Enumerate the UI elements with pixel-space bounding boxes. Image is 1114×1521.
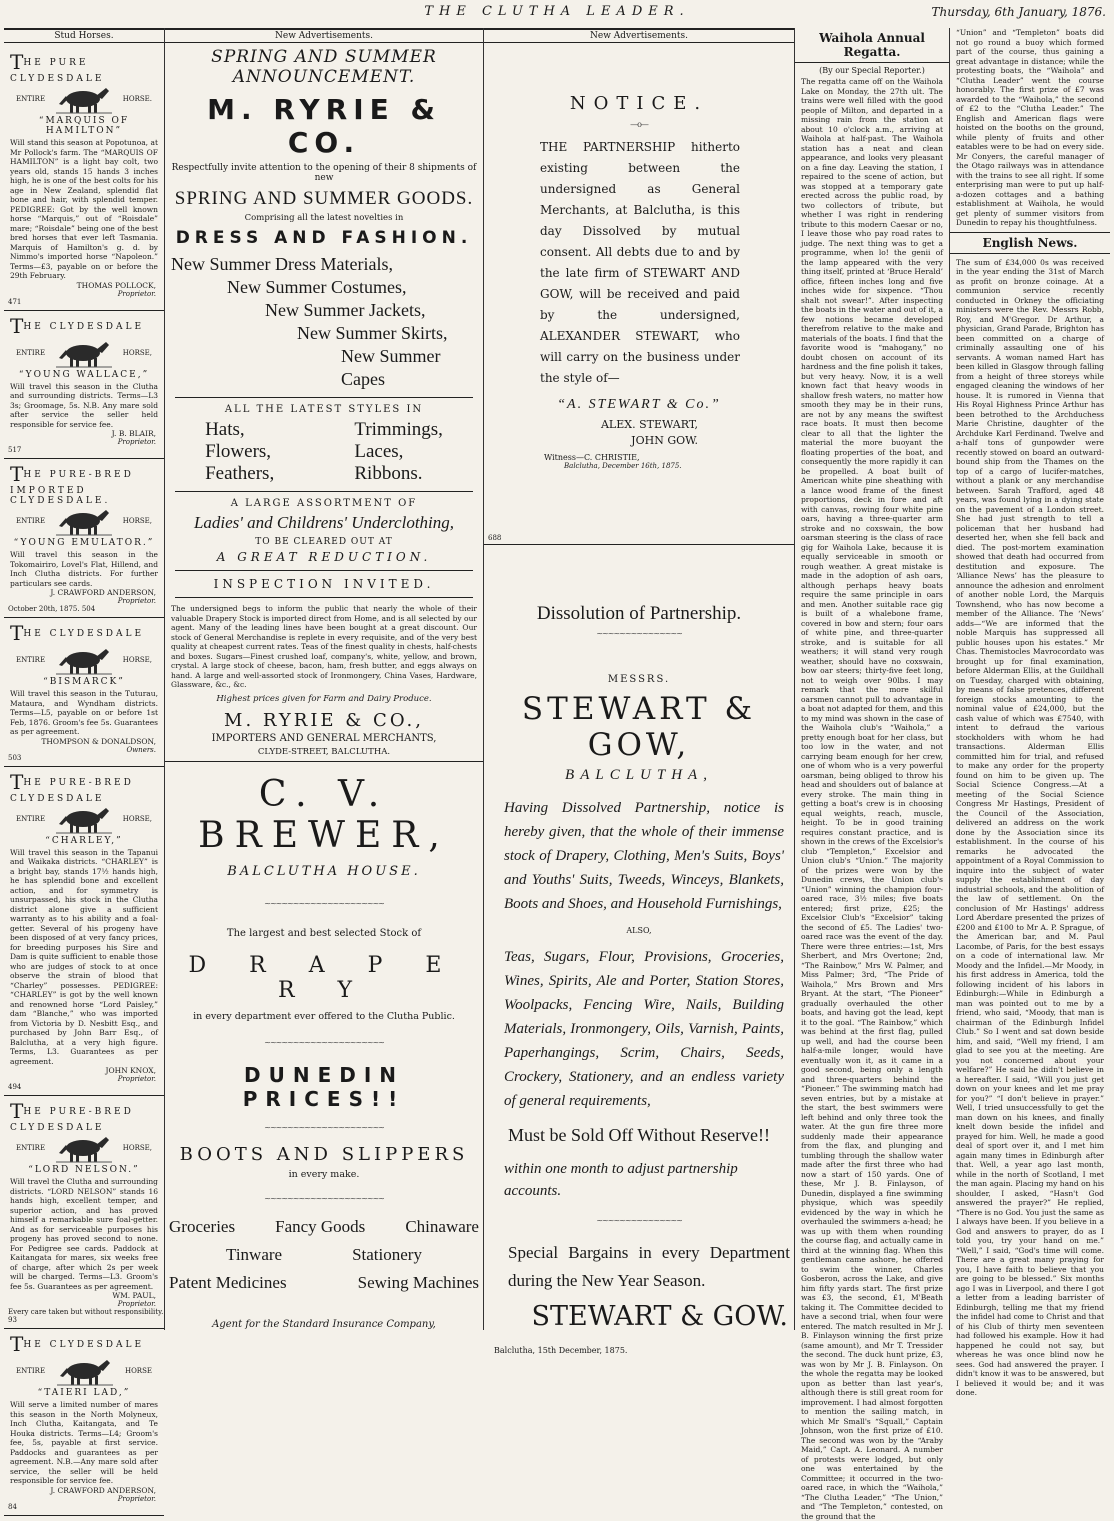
owner-name: THOMAS POLLOCK, [76, 280, 156, 290]
horse-name: “CHARLEY,” [45, 835, 123, 846]
horse-name: “TAIERI LAD,” [37, 1388, 131, 1398]
firm-name-end: STEWART & GOW. [531, 1301, 788, 1332]
reduction-text: A GREAT REDUCTION. [216, 550, 432, 564]
style-item: Laces, [354, 441, 404, 462]
owner-name: J. CRAWFORD ANDERSON, [50, 588, 156, 597]
stud-horse-ad [4, 459, 164, 618]
inspection-text: INSPECTION INVITED. [213, 577, 435, 591]
largest-stock-text: The largest and best selected Stock of [226, 927, 422, 939]
goods-item: Sewing Machines [357, 1272, 479, 1292]
witness: Witness—C. CHRISTIE, [544, 453, 640, 462]
firm-name-2: M. RYRIE & CO., [224, 709, 424, 731]
entire-label: ENTIRE [16, 1144, 46, 1152]
horse-engraving-icon [57, 1356, 113, 1386]
signatories [484, 417, 794, 449]
summer-line: New Summer Dress Materials, [171, 254, 393, 274]
stud-horse-ad [4, 618, 164, 767]
summer-line: New Summer Capes [341, 346, 441, 389]
within-text: within one month to adjust partnership accounts. [504, 1161, 738, 1199]
house-name: BALCLUTHA HOUSE. [227, 863, 421, 879]
horse-label: HORSE, [122, 348, 152, 357]
bargains-text: Special Bargains in every Department during the New Year Season. [508, 1243, 790, 1290]
ad-body: Will travel this season in the Tapanui and Waikaka districts. “CHARLEY” is a bright bay, stands 17½ hands high, he has splendid bone and excellent action, and for symmetry is unsurpassed, his stock in the Clutha district alone give a sufficient warranty as to his ability and a foal-getter. Several of his progeny have been disposed of at very fancy prices, for breeding purposes his Sire and Dam is quite sufficient to enable those who are judges of stock to at once observe the strain of blood that “Charley” possesses. PEDIGREE: “CHARLEY” is got by the well known and renowned horse “Lord Paisley,” dam “Blanche,” who was imported from Victoria by D. Nesbitt Esq., and purchased by John Barr Esq., of Balclutha, at a very high figure. Terms, L3. Guarantees as per agreement. [10, 847, 158, 1066]
styles-heading: ALL THE LATEST STYLES IN [224, 404, 424, 415]
owner-name: JOHN KNOX, [105, 1066, 156, 1075]
notice-text: The undersigned begs to inform the public that nearly the whole of their valuable Drapery Stock is imported direct from Home, and is all selected by our agent. Many of the leading lines have been bought at a great discount. Our stock of General Merchandise is replete in every requisite, and of the very best quality at cheapest current rates. Teas of the finest quality in chests, half-chests and boxes. Sugars—Finest crushed loaf, company's, white, yellow, and brown, crystal. A large stock of cheese, bacon, ham, fresh butter, and eggs always on hand. A large and well-assorted stock of Ironmongery, China Vases, Hardware, Glassware, &c., &c. [171, 604, 477, 689]
styles-list [165, 419, 483, 485]
owner-name: THOMPSON & DONALDSON, [41, 736, 156, 746]
style-item: Hats, [205, 419, 245, 440]
agent-text: Agent for the Standard Insurance Company, [212, 1318, 436, 1330]
drop-cap: T [10, 50, 24, 74]
boots-heading: BOOTS AND SLIPPERS [179, 1143, 469, 1165]
drop-cap: T [10, 1099, 24, 1123]
stud-horse-ad [4, 311, 164, 460]
announcement-title: SPRING AND SUMMER ANNOUNCEMENT. [211, 47, 437, 87]
ad-number: 84 [8, 1502, 17, 1511]
owner-name: WM. PAUL, [112, 1291, 156, 1300]
drop-cap: T [10, 769, 24, 794]
dissolution-heading: Dissolution of Partnership. [536, 603, 742, 624]
notice-title: NOTICE. [569, 93, 709, 114]
entire-label: ENTIRE [16, 517, 46, 525]
horse-engraving-icon [56, 1133, 112, 1163]
newspaper-title: THE CLUTHA LEADER. [424, 4, 690, 19]
stud-horse-ad [4, 1096, 164, 1329]
ad-number: October 20th, 1875. 504 [8, 605, 96, 613]
horse-label: HORSE, [122, 1144, 152, 1152]
firm-place: BALCLUTHA, [565, 767, 713, 783]
horse-engraving-icon [56, 645, 112, 675]
also: ALSO, [626, 926, 652, 935]
sold-off-heading: Must be Sold Off Without Reserve!! [507, 1125, 771, 1145]
horse-engraving-icon [56, 84, 112, 114]
goods-heading: SPRING AND SUMMER GOODS. [174, 188, 474, 209]
column-english-news [950, 28, 1110, 1397]
ad-body: Will stand this season at Popotunoa, at Mr Pollock's farm. The “MARQUIS OF HAMILTON” is a light bay colt, two years old, stands 15 hands 3 inches high, he is one of the best colts for his age in New Zealand, splendid flat bone and hair, with splendid temper. PEDIGREE: Got by the well known horse “Marquis,” out of “Roisdale” mare; “Roisdale” being one of the best bred horses that ever left Tasmania. Marquis of Hamilton's g. d. by Nimmo's imported horse “Napoleon.” Terms—£3, payable on or before the 29th February. [10, 138, 158, 280]
horse-label: HORSE. [122, 95, 152, 103]
owner-role: Owners. [126, 745, 156, 754]
prices-text: Highest prices given for Farm and Dairy Produce. [216, 693, 432, 704]
drop-cap: T [10, 462, 24, 486]
ad-number: 494 [8, 1083, 22, 1091]
intro-text: Respectfully invite attention to the opening of their 8 shipments of new [171, 163, 477, 183]
owner-role: Proprietor. [117, 597, 156, 605]
dunedin-prices-heading: DUNEDIN PRICES!! [242, 1062, 406, 1111]
ad-number: 688 [488, 534, 502, 542]
ad-heading: HE CLYDESDALE [23, 629, 145, 639]
drop-cap: T [10, 1332, 24, 1356]
messrs: MESSRS. [607, 674, 671, 685]
horse-label: HORSE, [122, 814, 152, 823]
firm-name: M. RYRIE & CO. [207, 93, 441, 159]
stud-horse-ad [4, 1329, 164, 1516]
regatta-title: Waihola Annual Regatta. [795, 28, 949, 63]
owner-role: Proprietor. [117, 1075, 156, 1083]
summer-line: New Summer Costumes, [227, 277, 407, 297]
section-header: New Advertisements. [165, 28, 483, 43]
assortment-heading: A LARGE ASSORTMENT OF [230, 498, 418, 509]
entire-label: ENTIRE [16, 656, 46, 664]
owner-role: Proprietor. [117, 1300, 156, 1308]
masthead [0, 0, 1114, 26]
horse-ads-list [4, 47, 164, 1516]
importers-text: IMPORTERS AND GENERAL MERCHANTS, [211, 732, 437, 744]
stock-list: Having Dissolved Partnership, notice is hereby given, that the whole of their immense stock of Drapery, Clothing, Men's Suits, Boys' and Youths' Suits, Tweeds, Winceys, Blankets, Boots and Shoes, and Household Furnishings, [504, 800, 784, 912]
horse-name: “MARQUIS OF HAMILTON” [38, 116, 130, 136]
column-regatta [795, 28, 950, 1521]
ad-heading: HE PURE-BRED IMPORTED CLYDESDALE. [10, 470, 134, 506]
column-stud-horses [4, 28, 165, 1511]
column-new-advertisements-2: New Advertisements. NOTICE. —o— THE PARTNERSHIP hitherto existing between the undersigned as General Merchants, at Balclutha, is this day Dissolved by mutual consent. All debts due to and by the late firm of STEWART AND GOW, will be received and paid by the undersigned, ALEXANDER STEWART, who will carry on the business under the style of— “A. STEWART & Co.” ALEX. STEWART, JOHN GOW. Witness—C. CHRISTIE, Balclutha, December 16th, 1875. 688 Dissolution of Partnership. ~~~~~~~~~~~~~~~ MESSRS. STEWART & GOW, BALCLUTHA, Having Dissolved Partnership, notice is hereby given, that the whole of their immense stock of Drapery, Clothing, Men's Suits, Boys' and Youths' Suits, Tweeds, Winceys, Blankets, Boots and Shoes, and Household Furnishings, ALSO, Teas, Sugars, Flour, Provisions, Groceries, Wines, Spirits, Ale and Porter, Station Stores, Woolpacks, Fencing Wire, Nails, Building Materials, Ironmongery, Oils, Varnish, Paints, Paperhangings, Scrim, Chairs, Seeds, Crockery, Stationery, and an endless variety of general requirements, Must be Sold Off Without Reserve!! within one month to adjust partnership accounts. ~~~~~~~~~~~~~~~ Special Bargains in every Department during the New Year Season. STEWART & GOW. Balclutha, 15th December, 1875. [484, 28, 795, 1330]
owner-role: Proprietor. [117, 438, 156, 446]
ad-body: Will serve a limited number of mares this season in the North Molyneux, Inch Clutha, Kaitangata, and Te Houka districts. Terms—L4; Groom's fee, 5s, payable at first service. Paddocks and guarantees as per agreement. N.B.—Any mare sold after service, the seller will be held responsible for service fee. [10, 1400, 158, 1485]
ad-body: Will travel this season in the Tuturau, Mataura, and Wyndham districts. Terms—L5, payable on or before 1st Feb, 1876. Groom's fee 5s. Guarantees as per agreement. [10, 689, 159, 736]
witness-date: Balclutha, December 16th, 1875. [564, 462, 682, 470]
regatta-body: The regatta came off on the Waihola Lake on Monday, the 27th ult. The trains were well filled with the good people of Milton, and departed in a missing rain from the station at about 10 o'clock a.m., arriving at Waihola at half-past. The Waihola station has a neat and clean appearance, and looks very pleasant on a fine day. Leaving the station, I repaired to the scene of action, but was stopped at a temporary gate erected across the public road, by two collectors of tribute, but whether I was right in rendering tribute to this modern Caesar or no, I leave those who pay road rates to judge. The next thing was to get a programme, when lo! the genii of the lamp appeared with the very thing itself, printed at ‘Bruce Herald’ office, fifteen inches long and five inches wide for sixpence. “Thou shalt not swear!”. After inspecting the boats in the water and out of it, a few notions became developed therefrom relative to the make and materials of the boats. I find that the favorite wood is “mahogany,” no doubt chosen on account of its hardness and the fine polish it takes, but very heavy. Now, it is a well known fact that heavy woods in shallow fresh waters, no matter how smooth they may be in their runs, are not by any means the swiftest race boats. It must then become clear to all that the lighter the material the more buoyant the floating properties of the boat, and consequently the more rapidly it can be propelled. A boat built of American white pine sheathing with a lance wood frame of the finest proportions, deck in fore and aft with canvas, rowing four white pine oars, having a three-quarter arm stroke and no coxswain, the bow oarsman steering is the class of race gig for Waihola Lake, because it is equally serviceable in smooth or rough weather. A great mistake is made in the adoption of ash oars, although perhaps heavy boats require the same principle in oars and men. Another suitable race gig is built of a whalebone frame, covered in bow and stern; four oars of white pine, and three-quarter stroke, and is suitable for all weathers; it will stand very rough weather, should have no coxswain, bow oar steers; thirty-five feet long, not to weigh over 90lbs. I may remark that the more skilful oarsmen cannot pull to advantage in a boat not adapted for them, and this to my mind was shown in the case of the Waihola club's “Waihola,” a pretty enough boat for her class, but too low in the water, and not carrying beam enough for her crew, one of whom who is a very powerful oarsman, being obliged to throw his head and shoulders out of balance at every stroke. The main thing in getting a boat's crew is in choosing equal weights, reach, muscle, height. To be in good training requires constant practice, and is shown in the crews of the Excelsior's club “Templeton,” Excelsior and Union club's “Union.” The majority of the prizes were won by the Dunedin crews, the Union club's “Union” winning the champion four-oared race, 3½ miles; five boats entered; first prize, £25; the Excelsior Club's “Excelsior” taking the second of £5. The Ladies' two-oared race was the event of the day. There were three entries:—1st, Mrs Sherbert, and Mrs Overtone; 2nd, “The Rainbow,” Mrs W. Palmer, and Miss Palmer; 3rd, “The Pride of Waihola,” Mrs Brown and Mrs Bryant. At the start, “The Pioneer” gradually overhauled the other boats, and having got the lead, kept it to the goal. “The Rainbow,” which was behind at the first flag, pulled up well, and had the course been half-a-mile longer, would have eventually won it, as it came in a good second, being only a length and three-quarters behind the “Pioneer.” The swimming match had seven entries, but by a mistake at the start, the best swimmers were left behind and only three took the water. At the gun fire three more suddenly made their appearance from the flax, and plunging and tumbling through the shallow water made after the first three who had now a start of 150 yards. One of these, Mr J. B. Finlayson, of Dunedin, displayed a fine swimming physique, which was speedily evidenced by the way in which he overhauled the swimmers a-head; he was up with them when rounding the course flag, and actually came in third at the winning flag. When this gentleman came ashore, he offered to swim the winner, Charles Gosberon, across the Lake, and give him fifty yards start. The first prize was £3, the second, £1, M'Beath taking it. The Committee decided to have a second trial, when four were entered. The match resulted in Mr J. B. Finlayson winning the first prize (same amount), and Mr T. Tressider the second. The duck hunt prize, £3, was won by Mr J. B. Finlayson. On the whole the regatta may be looked upon as better than last year's, although there is still great room for improvement. I had almost forgotten to mention the sailing match, in which Mr Small's “Squall,” Captain Johnson, won the first prize of £10. The second was won by the “Araby Maid,” Capt. A. Leonard. A number of protests were lodged, but only one was entertained by the Committee; it occurred in the two-oared race, in which the “Waihola,” “The Clutha Leader,” “The Union,” and “The Templeton,” contested, on the ground that the [801, 77, 943, 1521]
ad-number: 471 [8, 297, 22, 306]
ad-body: Will travel this season in the Tokomairiro, Lovel's Flat, Hillend, and Inch Clutha districts. For further particulars see cards. [10, 550, 158, 588]
horse-engraving-icon [56, 506, 112, 536]
ad-number: 517 [8, 446, 22, 454]
goods-item: Groceries [169, 1216, 236, 1236]
end-date: Balclutha, 15th December, 1875. [494, 1346, 628, 1355]
every-department-text: in every department ever offered to the Clutha Public. [193, 1010, 455, 1022]
column-new-advertisements-1: New Advertisements. SPRING AND SUMMER ANNOUNCEMENT. M. RYRIE & CO. Respectfully invite attention to the opening of their 8 shipments of new SPRING AND SUMMER GOODS. Comprising all the latest novelties in DRESS AND FASHION. New Summer Dress Materials, New Summer Costumes, New Summer Jackets, New Summer Skirts, New Summer Capes ALL THE LATEST STYLES IN Hats, Flowers, Feathers, Trimmings, Laces, Ribbons. A LARGE ASSORTMENT OF Ladies' and Childrens' Underclothing, TO BE CLEARED OUT AT A GREAT REDUCTION. INSPECTION INVITED. The undersigned begs to inform the public that nearly the whole of their valuable Drapery Stock is imported direct from Home, and is all selected by our agent. Many of the leading lines have been bought at a great discount. Our stock of General Merchandise is replete in every requisite, and of the very best quality at cheapest current rates. Teas of the finest quality in chests, half-chests and boxes. Sugars—Finest crushed loaf, company's, white, yellow, and brown, crystal. A large stock of cheese, bacon, ham, fresh butter, and eggs always on hand. A large and well-assorted stock of Ironmongery, China Vases, Hardware, Glassware, &c., &c. Highest prices given for Farm and Dairy Produce. M. RYRIE & CO., IMPORTERS AND GENERAL MERCHANTS, CLYDE-STREET, BALCLUTHA. C. V. BREWER, BALCLUTHA HOUSE. ~~~~~~~~~~~~~~~~~~~~~ The largest and best selected Stock of D R A P E R Y in every department ever offered to the Clutha Public. ~~~~~~~~~~~~~~~~~~~~~ DUNEDIN PRICES!! ~~~~~~~~~~~~~~~~~~~~~ BOOTS AND SLIPPERS in every make. ~~~~~~~~~~~~~~~~~~~~~ Groceries Fancy Goods Chinaware Tinware Stationery Patent Medicines Sewing Machines Agent for the Standard Insurance Company, [165, 28, 484, 1330]
regatta-continued: “Union” and “Templeton” boats did not go round a buoy which formed part of the course, thus gaining a great advantage in distance; while the protesting boats, the “Waihola” and “Clutha Leader” went the course honorably. The first prize of £7 was awarded to the “Waihola,” the second of £2 to the “Clutha Leader.” The English and American flags were hoisted on the booths on the ground, while plenty of fruits and other eatables were to be had on every side. Mr Conyers, the careful manager of the Otago railways was in attendance with the trains to see all right. If some enterprising man were to put up half-a-dozen cottages and a bathing establishment at Waihola, he would get plenty of summer visitors from Dunedin to repay his thoughtfulness. [956, 28, 1104, 227]
summer-lines [165, 253, 483, 391]
horse-label: HORSE, [122, 656, 152, 664]
goods-item: Fancy Goods [275, 1216, 366, 1236]
issue-date: Thursday, 6th January, 1876. [931, 5, 1106, 19]
english-news-body: The sum of £34,000 0s was received in the year ending the 31st of March as profit on bronze coinage. At a communion service recently conducted in Orkney the officiating ministers were the Rev. Messrs Robb, Roy, and M'Gregor. Dr Arthur, a physician, Grand Parade, Brighton has been committed on a charge of criminally assaulting one of his servants. A woman named Hart has been killed in Glasgow through falling from a height of three storeys while engaged cleaning the windows of her house. It is rumored in Vienna that His Royal Highness Prince Arthur has been betrothed to the Archduchess Marie Christine, daughter of the Archduke Karl Ferdinand. Twelve and a-half tons of gunpowder were recently stowed on board an outward-bound ship from the Thames on the top of a cargo of lucifer-matches, without a plank or any merchandise between. Sarah Trafford, aged 48 years, was found lying in a dying state on the pavement of a London street. She had just strength to tell a policeman that her husband had deserted her, when she fell back and died. The post-mortem examination showed that death had occurred from destitution and exposure. The ‘Alliance News’ has the pleasure to announce the adhesion and enrolment of another noble Lord, the Marquis Townshend, who has now become a member of the Alliance. The ‘News’ adds—“We are informed that the noble Marquis has suppressed all public houses upon his estates.” Mr Chas. Themistocles Mavrocordato was brought up for final examination, before Alderman Ellis, at the Guildhall on Tuesday, charged with obtaining, by means of false pretences, different foreign stocks amounting to the nominal value of £24,000, but the cash value of which was £7540, with intent to defraud the various stockholders with whom he had transactions. Alderman Ellis committed him for trial, and refused to make any order for the property found on him to be given up. The Social Science Congress.—At a meeting of the Social Science Congress Mr Hastings, President of the Council of the Association, delivered an address on the work done by the Association since its establishment. In the course of his remarks he advocated the appointment of a Royal Commission to inquire into the subject of water supply the establishment of day industrial schools, and the abolition of the law of settlement. On the conclusion of Mr Hastings' address Lord Aberdare presented the prizes of £200 and £100 to Mr A. P. Sprague, of the American bar, and M. Paul Lacombe, of Paris, for the best essays on a code of international law. Mr Moody and the Infidel.—Mr Moody, in his first address in America, told the following incident of his labors in Edinburgh:—While in Edinburgh a man was pointed out to me by a friend, who said, “Moody, that man is chairman of the Edinburgh Infidel Club.” So I went and sat down beside him, and said, “Well my friend, I am glad to see you at the meeting. Are you not concerned about your welfare?” He said he didn't believe in a hereafter. I said, “Will you just get down on your knees and let me pray for you?” “I don't believe in prayer.” Well, I tried unsuccessfully to get the man down on his knees, and finally knelt down beside the infidel and prayed for him. Well, he made a good deal of sport over it, and I met him again many times in Edinburgh after that. Well, a year ago last month, while in the north of Scotland, I met the man again. Placing my hand on his shoulder, I asked, “Hasn't God answered the prayer?” He replied, “There is no God. You just the same as I always have been. If you believe in a God and answers to prayer, do as I told you, try your hand on me.” “Well,” I said, “God's time will come. There are a great many praying for you, I have faith to believe that you are going to be blessed.” Six months ago I was in Liverpool, and there I got a letter from a leading barrister of Edinburgh, telling me that my friend the infidel had come to Christ and that of his Club of thirty men seventeen had followed his example. How it had happened he could not say, but whereas he was once blind now he sees. God had answered the prayer. I didn't know it was to be answered, but I believed it would be; and it was done. [956, 257, 1104, 1397]
goods-item: Chinaware [405, 1216, 479, 1236]
drop-cap: T [10, 621, 24, 645]
style-item: Ribbons. [354, 463, 423, 484]
style-item: Flowers, [205, 441, 272, 462]
street-text: CLYDE-STREET, BALCLUTHA. [257, 746, 391, 757]
ad-heading: HE PURE-BRED CLYDESDALE [10, 777, 134, 804]
ad-heading: HE PURE-BRED CLYDESDALE [10, 1107, 134, 1133]
goods-item: Patent Medicines [169, 1272, 287, 1292]
ad-heading: HE CLYDESDALE [23, 1340, 145, 1350]
ad-body: Will travel this season in the Clutha and surrounding districts. Terms—L3 3s; Groomage, 5s. N.B. Any mare sold after service the seller held responsible for service fee. [10, 381, 158, 429]
style-item: Trimmings, [354, 419, 443, 440]
ad-number: Every care taken but without responsibility. 93 [8, 1308, 164, 1324]
ad-body: Will travel the Clutha and surrounding districts. “LORD NELSON” stands 16 hands high, excellent temper, and superior action, and has proved himself a remarkable sure foal-getter. And as for serviceable purposes his progeny has proved second to none. For Pedigree see cards. Paddock at Kaitangata for mares, six weeks free of charge, after which 2s per week will be charged. Terms—L3. Groom's fee 5s. Guarantees as per agreement. [10, 1177, 158, 1291]
entire-label: ENTIRE [16, 95, 46, 103]
signatory: ALEX. STEWART, [600, 418, 698, 431]
summer-line: New Summer Skirts, [297, 323, 448, 343]
ad-heading: HE CLYDESDALE [23, 321, 145, 332]
new-firm-style: “A. STEWART & Co.” [557, 397, 721, 412]
goods-grid [165, 1217, 483, 1293]
summer-line: New Summer Jackets, [265, 300, 426, 320]
horse-label: HORSE [124, 1367, 152, 1375]
ad-heading: HE PURE CLYDESDALE [10, 58, 105, 84]
goods-item: Tinware [226, 1244, 283, 1264]
signatory: JOHN GOW. [631, 434, 698, 447]
ad-number: 503 [8, 753, 22, 762]
byline: (By our Special Reporter.) [819, 66, 925, 75]
horse-engraving-icon [56, 804, 112, 834]
stud-horse-ad [4, 47, 164, 311]
every-make-text: in every make. [288, 1168, 360, 1180]
horse-name: “YOUNG WALLACE,” [18, 369, 150, 380]
owner-name: J. CRAWFORD ANDERSON, [50, 1485, 156, 1495]
drop-cap: T [10, 313, 24, 338]
section-header: Stud Horses. [4, 28, 164, 43]
firm-name: STEWART & GOW, [521, 691, 757, 763]
entire-label: ENTIRE [16, 814, 46, 823]
english-news-title: English News. [950, 232, 1110, 254]
brewer-name: C. V. BREWER, [198, 773, 450, 856]
cleared-text: TO BE CLEARED OUT AT [255, 537, 393, 547]
goods-item: Stationery [352, 1244, 422, 1264]
horse-engraving-icon [56, 338, 112, 368]
owner-name: J. B. BLAIR, [111, 429, 156, 438]
dress-fashion-heading: DRESS AND FASHION. [175, 228, 473, 248]
entire-label: ENTIRE [16, 348, 46, 357]
notice-body: THE PARTNERSHIP hitherto existing between the undersigned as General Merchants, at Balclutha, is this day Dissolved by mutual consent. All debts due to and by the late firm of STEWART AND GOW, will be received and paid by the undersigned, ALEXANDER STEWART, who will carry on the business under the style of— [540, 140, 740, 385]
horse-name: “BISMARCK” [43, 677, 125, 687]
goods-list: Teas, Sugars, Flour, Provisions, Groceries, Wines, Spirits, Ale and Porter, Station Stores, Woolpacks, Fencing Wire, Nails, Building Materials, Ironmongery, Oils, Varnish, Paints, Paperhangings, Scrim, Chairs, Seeds, Crockery, Stationery, and an endless variety of general requirements, [504, 949, 784, 1109]
section-header: New Advertisements. [484, 28, 794, 43]
stud-horse-ad [4, 767, 164, 1097]
comprising-text: Comprising all the latest novelties in [244, 213, 404, 223]
style-item: Feathers, [205, 463, 275, 484]
horse-name: “YOUNG EMULATOR.” [13, 538, 155, 548]
entire-label: ENTIRE [16, 1367, 46, 1375]
owner-role: Proprietor. [117, 1494, 156, 1503]
underclothing-heading: Ladies' and Childrens' Underclothing, [193, 513, 455, 532]
horse-name: “LORD NELSON.” [28, 1165, 140, 1175]
drapery-heading: D R A P E R Y [188, 952, 460, 1003]
owner-role: Proprietor. [117, 289, 156, 298]
horse-label: HORSE, [122, 517, 152, 525]
